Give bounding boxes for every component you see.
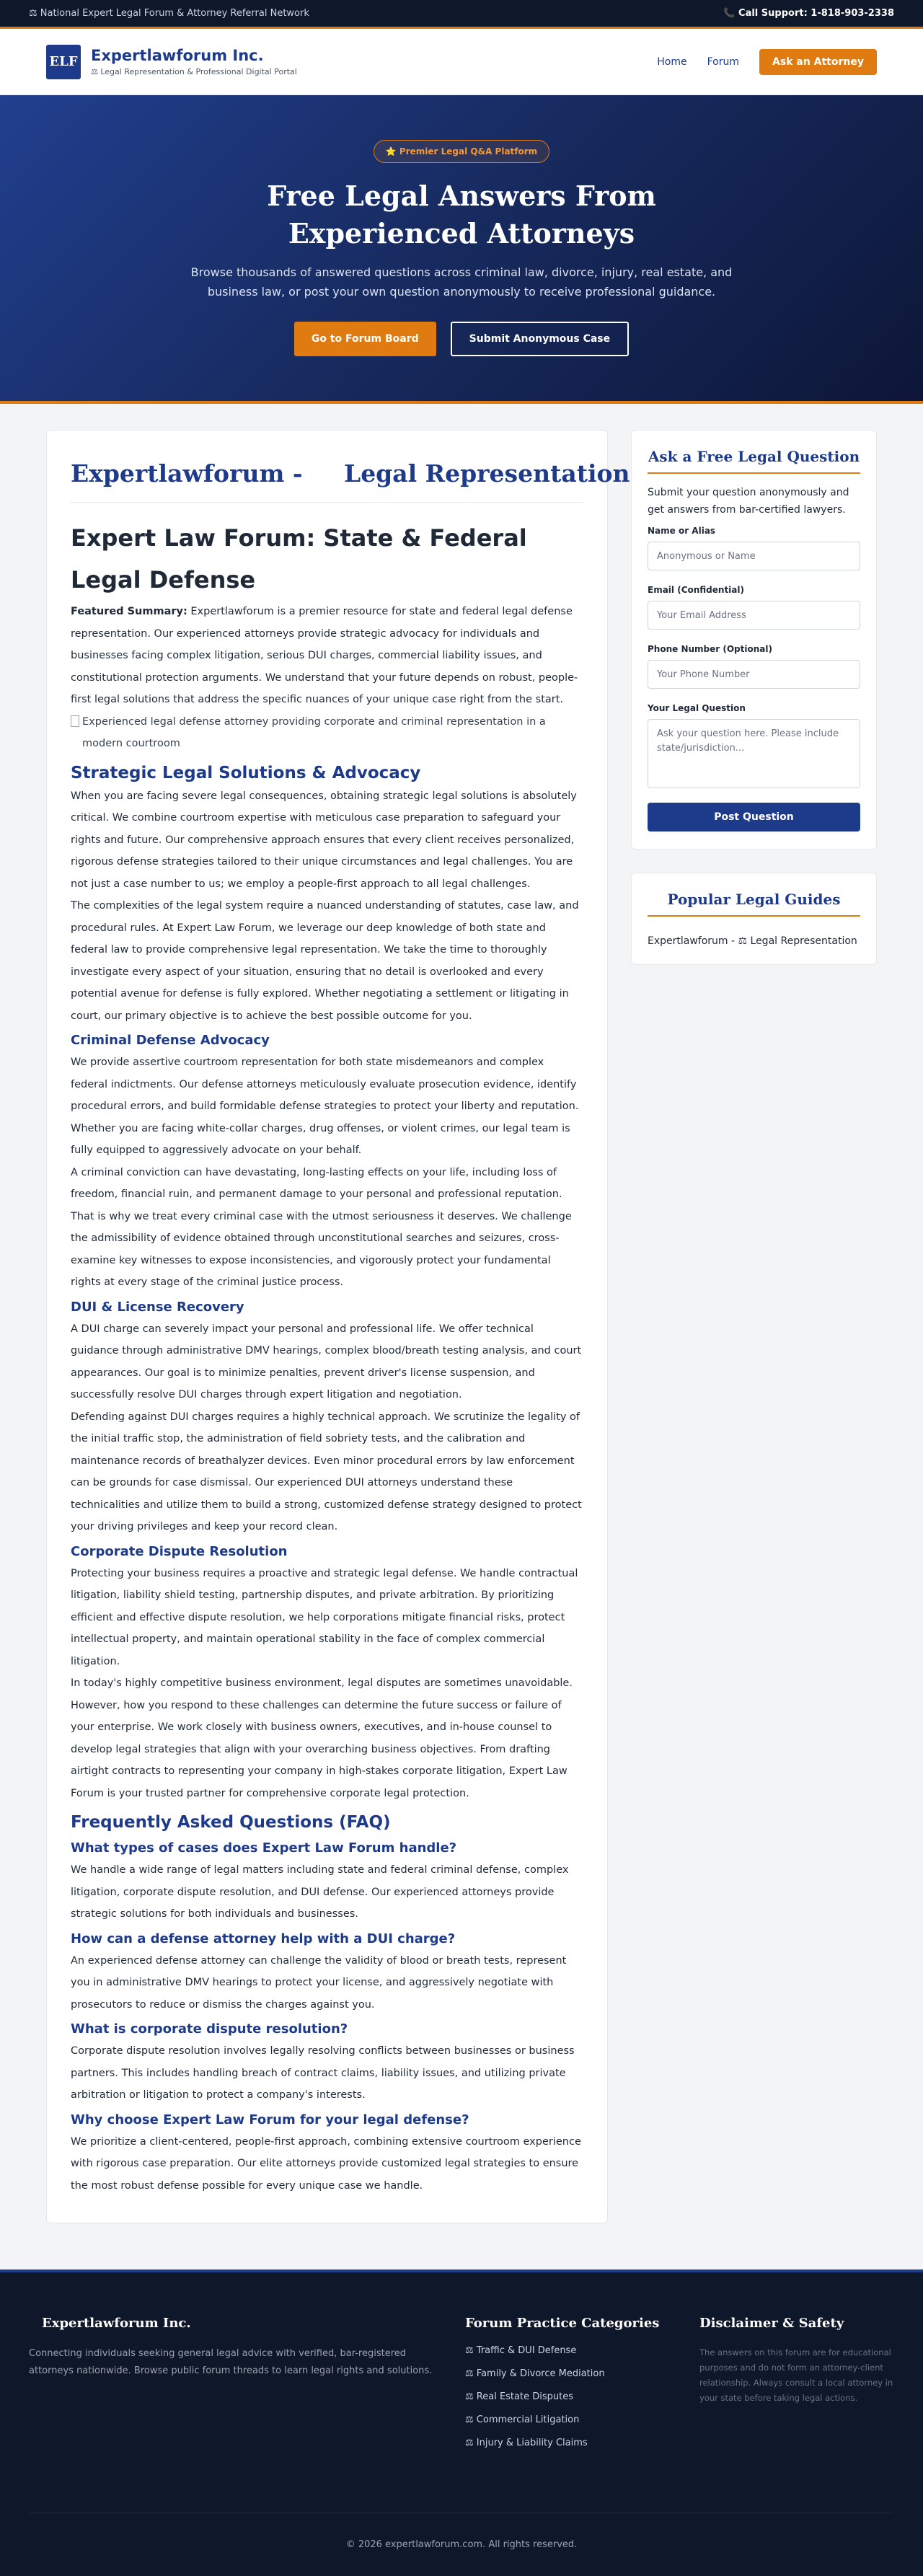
ask-attorney-button[interactable]: Ask an Attorney	[759, 49, 877, 75]
footer-category-link[interactable]: ⚖ Injury & Liability Claims	[465, 2438, 588, 2448]
main-content	[0, 404, 923, 2270]
copyright: © 2026 expertlawforum.com. All rights reserved.	[29, 2513, 894, 2576]
nav-home[interactable]: Home	[657, 56, 687, 68]
image-alt-text: Experienced legal defense attorney providing corporate and criminal representation in a modern courtroom	[82, 715, 546, 749]
call-support-link[interactable]: 📞 Call Support: 1-818-903-2338	[723, 8, 894, 19]
footer-category-link[interactable]: ⚖ Family & Divorce Mediation	[465, 2368, 605, 2379]
sidebar	[631, 430, 877, 965]
paragraph: The complexities of the legal system require a nuanced understanding of statutes, case law, and procedural rules. At Expert Law Forum, we leverage our deep knowledge of both state and federal law to provide comprehensive legal representation. We take the time to thoroughly investigate every aspect of your situation, ensuring that no detail is overlooked and every potential avenue for defense is fully explored. Whether negotiating a settlement or litigating in court, our primary objective is to achieve the best possible outcome for you.	[71, 900, 579, 1022]
phone-input[interactable]: Your Phone Number	[648, 660, 860, 689]
article-title: Expertlawforum - Legal Representation	[71, 459, 583, 503]
hero-section	[0, 95, 923, 404]
legal-guides-title: Popular Legal Guides	[648, 891, 860, 917]
paragraph: A criminal conviction can have devastating, long-lasting effects on your life, including loss of freedom, financial ruin, and permanent damage to your personal and professional reputation. That is why we treat every criminal case with the utmost seriousness it deserves. We challenge the admissibility of evidence obtained through unconstitutional searches and seizures, cross-examine key witnesses to expose inconsistencies, and vigorously protect your fundamental rights at every stage of the criminal justice process.	[71, 1166, 572, 1288]
footer-disclaimer-title: Disclaimer & Safety	[699, 2316, 844, 2331]
site-footer	[0, 2270, 923, 2576]
topbar-tagline: ⚖ National Expert Legal Forum & Attorney Referral Network	[29, 8, 309, 19]
post-question-button[interactable]: Post Question	[648, 803, 860, 832]
site-logo[interactable]: ELF	[46, 45, 81, 79]
footer-about	[29, 2316, 433, 2461]
faq-question: How can a defense attorney help with a DUI charge?	[71, 1931, 456, 1946]
paragraph: Protecting your business requires a proactive and strategic legal defense. We handle contractual litigation, liability shield testing, partnership disputes, and private arbitration. By prioritizing efficient and effective dispute resolution, we help corporations mitigate financial risks, protect intellectual property, and maintain operational stability in the face of complex commercial litigation.	[71, 1567, 578, 1667]
subsection-heading: Corporate Dispute Resolution	[71, 1543, 288, 1559]
faq-heading: Frequently Asked Questions (FAQ)	[71, 1813, 391, 1832]
question-textarea[interactable]: Ask your question here. Please include state/jurisdiction...	[648, 719, 860, 788]
courtroom-image	[71, 711, 583, 755]
footer-disclaimer	[699, 2316, 894, 2461]
paragraph: We provide assertive courtroom representation for both state misdemeanors and complex federal indictments. Our defense attorneys meticulously evaluate prosecution evidence, identify procedural errors, and build formidable defense strategies to protect your liberty and reputation. Whether you are facing white-collar charges, drug offenses, or violent crimes, our legal team is fully equipped to aggressively advocate on your behalf.	[71, 1057, 579, 1156]
name-label: Name or Alias	[648, 526, 716, 536]
phone-label: Phone Number (Optional)	[648, 644, 772, 654]
paragraph: A DUI charge can severely impact your personal and professional life. We offer technical guidance through administrative DMV hearings, complex blood/breath testing analysis, and court appearances. Our goal is to minimize penalties, prevent driver's license suspension, and successfully resolve DUI charges through expert litigation and negotiation.	[71, 1323, 582, 1401]
submit-anonymous-case-button[interactable]: Submit Anonymous Case	[451, 322, 629, 356]
legal-guides-card	[631, 873, 877, 965]
guide-link[interactable]: Expertlawforum - ⚖ Legal Representation	[648, 935, 857, 947]
paragraph: Defending against DUI charges requires a highly technical approach. We scrutinize the legality of the initial traffic stop, the administration of field sobriety tests, and the calibration and maintenance records of breathalyzer devices. Even minor procedural errors by law enforcement can be grounds for case dismissal. Our experienced DUI attorneys understand these technicalities and utilize them to build a strong, customized defense strategy designed to protect your driving privileges and keep your record clean.	[71, 1411, 582, 1532]
go-to-forum-button[interactable]: Go to Forum Board	[294, 322, 436, 356]
hero-subtitle: Browse thousands of answered questions across criminal law, divorce, injury, real estate, and business law, or post your own question anonymously to receive professional guidance.	[190, 265, 733, 299]
faq-question: Why choose Expert Law Forum for your legal defense?	[71, 2112, 469, 2127]
footer-about-title: Expertlawforum Inc.	[42, 2316, 191, 2331]
brand[interactable]	[46, 45, 297, 79]
article-heading: Expert Law Forum: State & Federal Legal Defense	[71, 524, 527, 594]
top-bar	[0, 0, 923, 29]
paragraph: In today's highly competitive business environment, legal disputes are sometimes unavoidable. However, how you respond to these challenges can determine the future success or failure of your enterprise. We work closely with business owners, executives, and in-house counsel to develop legal strategies that align with your overarching business objectives. From drafting airtight contracts to representing your company in high-stakes corporate litigation, Expert Law Forum is your trusted partner for comprehensive corporate legal protection.	[71, 1677, 573, 1799]
article	[46, 430, 630, 2223]
name-input[interactable]: Anonymous or Name	[648, 542, 860, 570]
main-nav	[657, 49, 877, 75]
section-heading: Strategic Legal Solutions & Advocacy	[71, 763, 421, 782]
question-label: Your Legal Question	[648, 703, 746, 713]
faq-question: What is corporate dispute resolution?	[71, 2021, 348, 2037]
email-label: Email (Confidential)	[648, 585, 744, 595]
email-input[interactable]: Your Email Address	[648, 601, 860, 630]
ask-question-card	[631, 430, 877, 850]
hero-actions	[294, 322, 629, 356]
paragraph: When you are facing severe legal consequences, obtaining strategic legal solutions is absolutely critical. We combine courtroom expertise with meticulous case preparation to safeguard your rights and future. Our comprehensive approach ensures that every client receives personalized, rigorous defense strategies tailored to their unique circumstances and legal challenges. You are not just a case number to us; we employ a people-first approach to all legal challenges.	[71, 790, 577, 890]
footer-about-text: Connecting individuals seeking general legal advice with verified, bar-registered attorneys nationwide. Browse public forum threads to learn legal rights and solutions.	[29, 2348, 433, 2376]
faq-answer: We handle a wide range of legal matters including state and federal criminal defense, complex litigation, corporate dispute resolution, and DUI defense. Our experienced attorneys provide strategic solutions for both individuals and businesses.	[71, 1864, 569, 1920]
hero-badge: ⭐ Premier Legal Q&A Platform	[374, 140, 549, 163]
subsection-heading: Criminal Defense Advocacy	[71, 1033, 270, 1048]
broken-image-icon	[71, 715, 79, 727]
brand-name[interactable]: Expertlawforum Inc.	[91, 47, 264, 64]
footer-category-link[interactable]: ⚖ Real Estate Disputes	[465, 2391, 573, 2402]
footer-category-link[interactable]: ⚖ Traffic & DUI Defense	[465, 2345, 577, 2356]
ask-question-title: Ask a Free Legal Question	[648, 448, 860, 474]
faq-answer: Corporate dispute resolution involves legally resolving conflicts between businesses or business partners. This includes handling breach of contract claims, liability issues, and utilizing private arbitration or litigation to protect a company's interests.	[71, 2045, 575, 2101]
subsection-heading: DUI & License Recovery	[71, 1299, 244, 1315]
footer-category-link[interactable]: ⚖ Commercial Litigation	[465, 2414, 580, 2425]
faq-answer: An experienced defense attorney can challenge the validity of blood or breath tests, represent you in administrative DMV hearings to protect your license, and aggressively negotiate with prosecutors to reduce or dismiss the charges against you.	[71, 1954, 567, 2011]
summary-label: Featured Summary:	[71, 606, 187, 617]
faq-answer: We prioritize a client-centered, people-first approach, combining extensive courtroom experience with rigorous case preparation. Our elite attorneys provide customized legal strategies to ensure the most robust defense possible for every unique case we handle.	[71, 2135, 581, 2192]
footer-disclaimer-text: The answers on this forum are for educational purposes and do not form an attorney-client relationship. Always consult a local attorney in your state before taking legal actions.	[699, 2347, 893, 2403]
brand-tagline: ⚖ Legal Representation & Professional Digital Portal	[91, 67, 297, 76]
footer-categories	[465, 2316, 667, 2461]
site-header	[0, 29, 923, 95]
footer-categories-title: Forum Practice Categories	[465, 2316, 660, 2331]
faq-question: What types of cases does Expert Law Forum handle?	[71, 1840, 457, 1856]
hero-title: Free Legal Answers From Experienced Attorneys	[267, 180, 656, 250]
featured-summary	[71, 601, 583, 711]
ask-question-intro: Submit your question anonymously and get answers from bar-certified lawyers.	[648, 487, 849, 516]
summary-text: Expertlawforum is a premier resource for state and federal legal defense representation. Our experienced attorneys provide strategic advocacy for individuals and businesses facing complex litigation, serious DUI charges, commercial liability issues, and constitutional protection arguments. We understand that your future depends on robust, people-first legal solutions that address the specific nuances of your unique case right from the start.	[71, 606, 578, 705]
nav-forum[interactable]: Forum	[707, 56, 740, 68]
